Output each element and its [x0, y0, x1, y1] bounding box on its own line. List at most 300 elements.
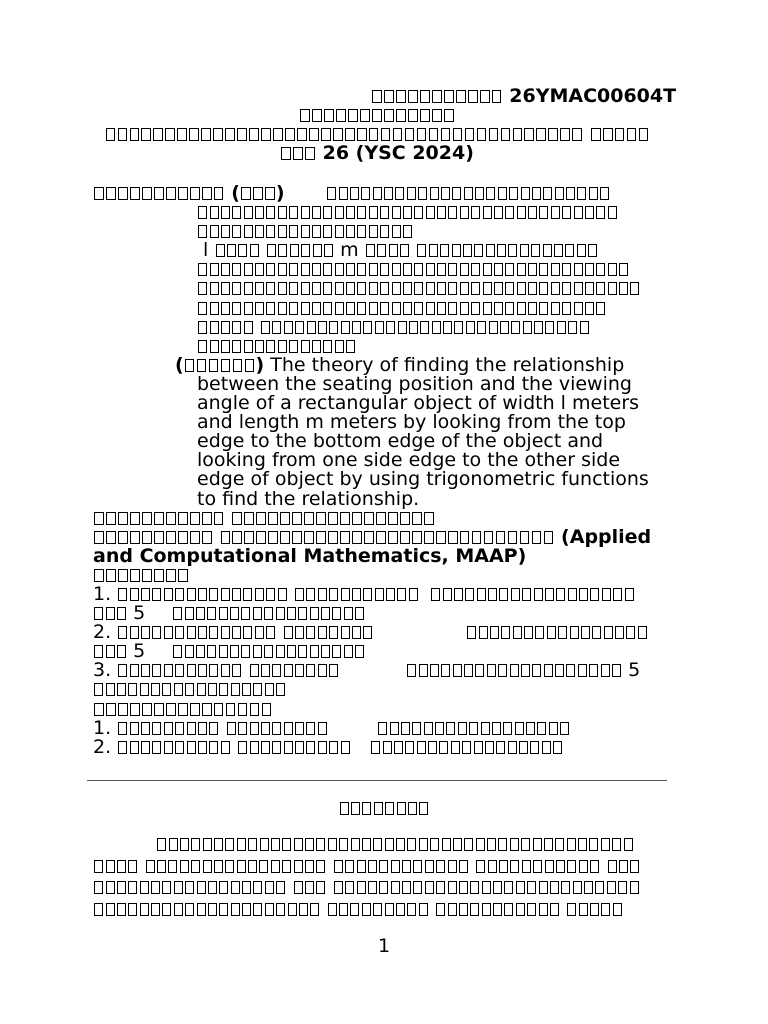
student-info: 5: [406, 661, 640, 680]
glyph-box: [253, 881, 262, 894]
glyph-box: [219, 645, 228, 658]
glyph-box: [477, 588, 486, 601]
glyph-box: [624, 838, 633, 851]
advisor-item: [0, 716, 768, 739]
glyph-box: [483, 206, 492, 219]
glyph-box: [175, 626, 184, 639]
glyph-box: [362, 802, 371, 815]
glyph-box: [185, 881, 194, 894]
glyph-box: [328, 512, 338, 525]
glyph-box: [448, 302, 457, 315]
glyph-box: [489, 128, 499, 141]
glyph-box: [492, 722, 501, 735]
glyph-box: [430, 838, 439, 851]
glyph-box: [106, 903, 115, 916]
glyph-box: [442, 838, 451, 851]
glyph-box: [266, 340, 275, 353]
glyph-box: [384, 109, 394, 122]
glyph-box: [327, 187, 336, 200]
glyph-box: [380, 282, 389, 295]
glyph-box: [94, 645, 103, 658]
glyph-box: [190, 512, 200, 525]
glyph-box: [580, 321, 589, 334]
glyph-box: [493, 903, 502, 916]
glyph-box: [437, 263, 446, 276]
glyph-box: [600, 187, 609, 200]
glyph-box: [498, 664, 507, 677]
glyph-box: [174, 903, 183, 916]
glyph-box: [328, 531, 338, 544]
glyph-box: [500, 321, 509, 334]
glyph-box: [244, 531, 254, 544]
glyph-box: [323, 340, 332, 353]
glyph-box: [384, 187, 393, 200]
glyph-box: [210, 282, 219, 295]
glyph-box: [522, 860, 531, 873]
glyph-box: [567, 838, 576, 851]
glyph-box: [603, 128, 613, 141]
glyph-box: [591, 128, 601, 141]
glyph-box: [585, 206, 594, 219]
glyph-box: [266, 588, 275, 601]
glyph-box: [94, 531, 104, 544]
glyph-box: [250, 703, 260, 716]
glyph-box: [391, 860, 400, 873]
glyph-box: [140, 881, 149, 894]
glyph-box: [207, 645, 216, 658]
glyph-box: [352, 531, 362, 544]
glyph-box: [511, 588, 520, 601]
glyph-box: [244, 263, 253, 276]
glyph-box: [384, 90, 394, 103]
glyph-box: [475, 187, 484, 200]
glyph-box: [130, 664, 139, 677]
glyph-box: [164, 664, 173, 677]
glyph-box: [318, 664, 327, 677]
glyph-box: [238, 244, 247, 257]
glyph-box: [403, 206, 412, 219]
glyph-box: [152, 664, 161, 677]
glyph-box: [429, 244, 438, 257]
glyph-box: [532, 664, 541, 677]
glyph-box: [241, 607, 250, 620]
glyph-box: [521, 187, 530, 200]
glyph-box: [185, 359, 195, 372]
glyph-box: [585, 263, 594, 276]
glyph-box: [567, 860, 576, 873]
glyph-box: [191, 838, 200, 851]
glyph-box: [340, 512, 350, 525]
glyph-box: [550, 881, 559, 894]
glyph-box: [379, 860, 388, 873]
glyph-box: [323, 206, 332, 219]
glyph-box: [151, 881, 160, 894]
project-title-en-line: between the seating position and the viewing: [197, 372, 632, 395]
glyph-box: [259, 860, 268, 873]
glyph-box: [334, 860, 343, 873]
glyph-box: [448, 206, 457, 219]
glyph-box: [173, 607, 182, 620]
glyph-box: [608, 263, 617, 276]
glyph-box: [221, 282, 230, 295]
glyph-box: [221, 531, 231, 544]
glyph-box: [248, 860, 257, 873]
glyph-box: [394, 741, 403, 754]
glyph-box: [300, 109, 310, 122]
glyph-box: [543, 244, 552, 257]
glyph-box: [391, 881, 400, 894]
glyph-box: [289, 225, 298, 238]
glyph-box: [444, 90, 454, 103]
glyph-box: [162, 903, 171, 916]
glyph-box: [141, 722, 150, 735]
glyph-box: [386, 588, 395, 601]
glyph-box: [250, 664, 259, 677]
glyph-box: [294, 881, 303, 894]
glyph-box: [219, 683, 228, 696]
glyph-box: [312, 206, 321, 219]
project-title-en-line: and length m meters by looking from the top: [197, 411, 626, 434]
glyph-box: [437, 282, 446, 295]
glyph-box: [545, 321, 554, 334]
glyph-box: [357, 225, 366, 238]
glyph-box: [465, 588, 474, 601]
glyph-box: [412, 722, 421, 735]
glyph-box: [498, 187, 507, 200]
glyph-box: [130, 703, 140, 716]
glyph-box: [574, 282, 583, 295]
glyph-box: [508, 244, 517, 257]
glyph-box: [385, 802, 394, 815]
glyph-box: [403, 263, 412, 276]
glyph-box: [151, 683, 160, 696]
glyph-box: [405, 741, 414, 754]
glyph-box: [460, 263, 469, 276]
glyph-box: [242, 903, 251, 916]
glyph-box: [357, 302, 366, 315]
glyph-box: [352, 321, 361, 334]
glyph-box: [376, 512, 386, 525]
glyph-box: [255, 263, 264, 276]
glyph-box: [268, 531, 278, 544]
glyph-box: [499, 588, 508, 601]
glyph-box: [355, 645, 364, 658]
glyph-box: [549, 722, 558, 735]
glyph-box: [276, 881, 285, 894]
student-grade: 5: [93, 602, 145, 624]
glyph-box: [335, 206, 344, 219]
glyph-box: [295, 321, 304, 334]
glyph-box: [454, 321, 463, 334]
glyph-box: [401, 722, 410, 735]
glyph-box: [480, 90, 490, 103]
glyph-box: [221, 225, 230, 238]
glyph-box: [501, 128, 511, 141]
glyph-box: [261, 664, 270, 677]
glyph-box: [381, 128, 391, 141]
glyph-box: [128, 881, 137, 894]
glyph-box: [203, 860, 212, 873]
project-title-label: ( ): [93, 182, 285, 204]
glyph-box: [207, 607, 216, 620]
glyph-box: [608, 860, 617, 873]
glyph-box: [352, 626, 361, 639]
glyph-box: [346, 263, 355, 276]
glyph-box: [350, 903, 359, 916]
glyph-box: [187, 588, 196, 601]
glyph-box: [602, 588, 611, 601]
glyph-box: [209, 722, 218, 735]
glyph-box: [253, 903, 262, 916]
glyph-box: [350, 187, 359, 200]
glyph-box: [106, 569, 116, 582]
glyph-box: [130, 569, 140, 582]
glyph-box: [441, 664, 450, 677]
glyph-box: [368, 881, 377, 894]
glyph-box: [190, 703, 200, 716]
glyph-box: [345, 128, 355, 141]
glyph-box: [304, 531, 314, 544]
glyph-box: [589, 664, 598, 677]
glyph-box: [459, 881, 468, 894]
glyph-box: [469, 722, 478, 735]
glyph-box: [448, 881, 457, 894]
glyph-box: [329, 664, 338, 677]
glyph-box: [513, 128, 523, 141]
glyph-box: [152, 588, 161, 601]
glyph-box: [517, 206, 526, 219]
glyph-box: [566, 187, 575, 200]
glyph-box: [243, 626, 252, 639]
glyph-box: [187, 626, 196, 639]
glyph-box: [214, 703, 224, 716]
abstract-line: [0, 877, 768, 899]
glyph-box: [403, 282, 412, 295]
glyph-box: [471, 263, 480, 276]
glyph-box: [528, 263, 537, 276]
glyph-box: [294, 860, 303, 873]
glyph-box: [208, 683, 217, 696]
glyph-box: [332, 645, 341, 658]
glyph-box: [284, 722, 293, 735]
glyph-box: [231, 881, 240, 894]
glyph-box: [430, 664, 439, 677]
glyph-box: [444, 109, 454, 122]
glyph-box: [452, 187, 461, 200]
glyph-box: [419, 802, 428, 815]
glyph-box: [581, 626, 590, 639]
glyph-box: [596, 263, 605, 276]
glyph-box: [282, 860, 291, 873]
glyph-box: [162, 683, 171, 696]
glyph-box: [295, 626, 304, 639]
glyph-box: [476, 860, 485, 873]
student-item: [0, 661, 768, 680]
glyph-box: [397, 588, 406, 601]
glyph-box: [94, 903, 103, 916]
glyph-box: [249, 128, 259, 141]
glyph-box: [490, 626, 499, 639]
glyph-box: [231, 683, 240, 696]
glyph-box: [210, 225, 219, 238]
glyph-box: [460, 531, 470, 544]
glyph-box: [268, 512, 278, 525]
glyph-box: [579, 588, 588, 601]
glyph-box: [568, 321, 577, 334]
glyph-box: [517, 302, 526, 315]
glyph-box: [504, 881, 513, 894]
glyph-box: [210, 321, 219, 334]
glyph-box: [175, 741, 184, 754]
glyph-box: [260, 838, 269, 851]
glyph-box: [128, 903, 137, 916]
glyph-box: [301, 244, 310, 257]
glyph-box: [565, 244, 574, 257]
glyph-box: [221, 741, 230, 754]
glyph-box: [304, 512, 314, 525]
glyph-box: [266, 225, 275, 238]
glyph-box: [266, 263, 275, 276]
glyph-box: [577, 187, 586, 200]
glyph-box: [392, 225, 401, 238]
glyph-box: [118, 626, 127, 639]
glyph-box: [301, 263, 310, 276]
glyph-box: [141, 588, 150, 601]
glyph-box: [94, 607, 103, 620]
glyph-box: [484, 531, 494, 544]
glyph-box: [305, 881, 314, 894]
glyph-box: [272, 321, 281, 334]
glyph-box: [106, 881, 115, 894]
glyph-box: [118, 569, 128, 582]
glyph-box: [537, 722, 546, 735]
glyph-box: [412, 512, 422, 525]
glyph-box: [173, 645, 182, 658]
glyph-box: [562, 206, 571, 219]
glyph-box: [341, 321, 350, 334]
glyph-box: [323, 225, 332, 238]
glyph-box: [485, 741, 494, 754]
glyph-box: [561, 881, 570, 894]
glyph-box: [501, 626, 510, 639]
glyph-box: [505, 206, 514, 219]
glyph-box: [567, 903, 576, 916]
project-title-th-line: [326, 184, 610, 203]
glyph-box: [142, 569, 152, 582]
glyph-box: [305, 147, 315, 160]
glyph-box: [460, 302, 469, 315]
glyph-box: [312, 225, 321, 238]
glyph-box: [198, 302, 207, 315]
glyph-box: [357, 128, 367, 141]
glyph-box: [482, 881, 491, 894]
glyph-box: [164, 741, 173, 754]
glyph-box: [396, 838, 405, 851]
glyph-box: [232, 512, 242, 525]
project-title-en-label: ( ): [175, 353, 265, 376]
glyph-box: [140, 903, 149, 916]
student-name: 1.: [93, 583, 419, 605]
glyph-box: [639, 128, 649, 141]
glyph-box: [142, 531, 152, 544]
glyph-box: [232, 321, 241, 334]
glyph-box: [487, 838, 496, 851]
glyph-box: [278, 206, 287, 219]
glyph-box: [238, 703, 248, 716]
glyph-box: [452, 244, 461, 257]
glyph-box: [505, 282, 514, 295]
glyph-box: [601, 838, 610, 851]
glyph-box: [216, 244, 225, 257]
glyph-box: [517, 263, 526, 276]
glyph-box: [601, 664, 610, 677]
glyph-box: [523, 321, 532, 334]
student-name: 2.: [93, 621, 373, 643]
glyph-box: [585, 302, 594, 315]
glyph-box: [402, 881, 411, 894]
glyph-box: [310, 645, 319, 658]
glyph-box: [339, 903, 348, 916]
glyph-box: [227, 244, 236, 257]
glyph-box: [619, 263, 628, 276]
glyph-box: [625, 588, 634, 601]
glyph-box: [630, 881, 639, 894]
glyph-box: [505, 263, 514, 276]
abstract-line: [0, 856, 768, 878]
glyph-box: [244, 512, 254, 525]
glyph-box: [178, 531, 188, 544]
glyph-box: [357, 881, 366, 894]
glyph-box: [528, 206, 537, 219]
page-number: 1: [377, 935, 391, 957]
glyph-box: [346, 302, 355, 315]
glyph-box: [476, 838, 485, 851]
glyph-box: [545, 860, 554, 873]
glyph-box: [187, 741, 196, 754]
glyph-box: [94, 569, 104, 582]
glyph-box: [345, 881, 354, 894]
glyph-box: [534, 321, 543, 334]
glyph-box: [554, 244, 563, 257]
glyph-box: [577, 244, 586, 257]
abstract-heading: [0, 798, 768, 818]
glyph-box: [309, 128, 319, 141]
glyph-box: [261, 128, 271, 141]
glyph-box: [630, 282, 639, 295]
glyph-box: [118, 588, 127, 601]
glyph-box: [168, 860, 177, 873]
advisor-name: 1.: [93, 717, 328, 739]
glyph-box: [520, 244, 529, 257]
glyph-box: [141, 741, 150, 754]
glyph-box: [608, 206, 617, 219]
glyph-box: [178, 512, 188, 525]
glyph-box: [287, 645, 296, 658]
glyph-box: [221, 359, 231, 372]
glyph-box: [532, 187, 541, 200]
glyph-box: [255, 588, 264, 601]
glyph-box: [364, 512, 374, 525]
glyph-box: [539, 881, 548, 894]
glyph-box: [608, 282, 617, 295]
project-details-block: [0, 184, 768, 757]
glyph-box: [288, 903, 297, 916]
glyph-box: [477, 321, 486, 334]
glyph-box: [385, 838, 394, 851]
header-event-line-cont: 26 (YSC 2024): [93, 144, 661, 163]
glyph-box: [278, 340, 287, 353]
glyph-box: [106, 683, 115, 696]
